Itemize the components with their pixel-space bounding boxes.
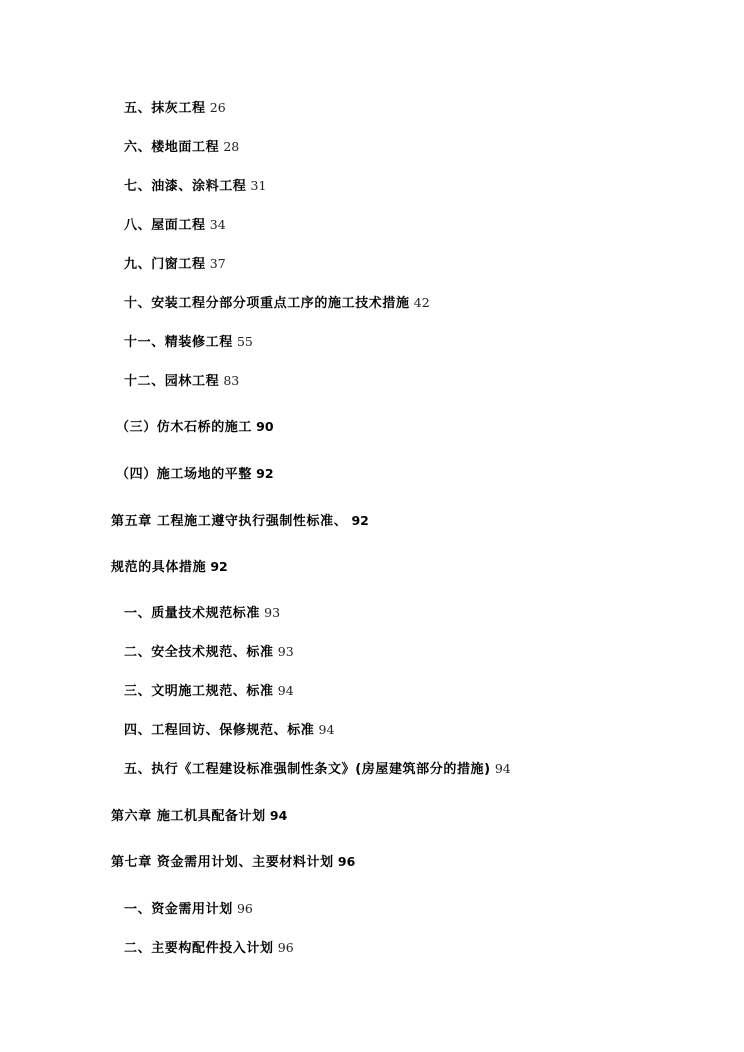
- toc-entry-title: 第六章 施工机具配备计划: [111, 809, 266, 824]
- toc-entry: [124, 334, 253, 351]
- toc-entry-title: 第七章 资金需用计划、主要材料计划: [111, 855, 334, 870]
- toc-entry-page: 31: [250, 178, 267, 193]
- toc-entry-page: 90: [256, 419, 274, 434]
- toc-entry-title: （三）仿木石桥的施工: [116, 420, 253, 435]
- toc-entry: [124, 605, 280, 622]
- toc-entry-title: 七、油漆、涂料工程: [124, 179, 247, 194]
- toc-entry: [111, 559, 228, 576]
- toc-entry-title: 九、门窗工程: [124, 257, 206, 272]
- toc-entry: [124, 722, 334, 739]
- toc-entry-page: 92: [351, 513, 369, 528]
- toc-entry-title: 八、屋面工程: [124, 218, 206, 233]
- toc-entry: [116, 419, 274, 436]
- toc-entry-title: 四、工程回访、保修规范、标准: [124, 723, 315, 738]
- toc-entry-page: 93: [264, 605, 281, 620]
- toc-entry-title: 五、执行《工程建设标准强制性条文》(房屋建筑部分的措施): [124, 762, 491, 777]
- toc-entry-page: 94: [269, 808, 288, 823]
- toc-entry: [111, 808, 287, 825]
- toc-entry: [124, 901, 253, 918]
- toc-entry: [124, 940, 294, 957]
- toc-entry: [124, 100, 226, 117]
- toc-entry-page: 96: [236, 901, 253, 916]
- toc-entry-title: 十二、园林工程: [124, 374, 220, 389]
- toc-entry-title: 三、文明施工规范、标准: [124, 684, 274, 699]
- toc-entry-page: 83: [223, 373, 240, 388]
- toc-entry-page: 42: [413, 295, 430, 310]
- toc-entry-page: 26: [209, 100, 226, 115]
- toc-entry: [124, 256, 226, 273]
- toc-entry-page: 55: [236, 334, 253, 349]
- toc-entry-title: 十一、精装修工程: [124, 335, 233, 350]
- toc-entry: [124, 217, 226, 234]
- toc-entry-page: 28: [223, 139, 240, 154]
- toc-entry: [124, 178, 266, 195]
- toc-entry: [124, 761, 511, 778]
- toc-entry: [124, 139, 239, 156]
- toc-entry-title: 二、安全技术规范、标准: [124, 645, 274, 660]
- toc-entry-title: 一、资金需用计划: [124, 902, 233, 917]
- toc-entry: [111, 513, 369, 530]
- toc-entry-page: 94: [494, 761, 511, 776]
- toc-entry-title: 第五章 工程施工遵守执行强制性标准、: [111, 514, 348, 529]
- toc-entry-page: 94: [318, 722, 335, 737]
- toc-entry-title: 一、质量技术规范标准: [124, 606, 261, 621]
- toc-entry: [124, 373, 239, 390]
- toc-entry: [124, 644, 294, 661]
- toc-entry-title: 六、楼地面工程: [124, 140, 220, 155]
- toc-entry: [124, 683, 294, 700]
- toc-entry-page: 94: [277, 683, 294, 698]
- toc-entry-title: （四）施工场地的平整: [116, 467, 253, 482]
- toc-entry-page: 34: [209, 217, 226, 232]
- toc-entry-title: 五、抹灰工程: [124, 101, 206, 116]
- toc-entry-page: 37: [209, 256, 226, 271]
- toc-entry-title: 规范的具体措施: [111, 560, 207, 575]
- toc-entry-page: 93: [277, 644, 294, 659]
- toc-entry-title: 十、安装工程分部分项重点工序的施工技术措施: [124, 296, 410, 311]
- toc-entry: [124, 295, 430, 312]
- toc-entry-page: 92: [256, 466, 274, 481]
- toc-entry-page: 96: [337, 854, 356, 869]
- toc-entry-page: 92: [210, 559, 228, 574]
- toc-entry: [111, 854, 355, 871]
- toc-entry: [116, 466, 274, 483]
- toc-entry-title: 二、主要构配件投入计划: [124, 941, 274, 956]
- toc-entry-page: 96: [277, 940, 294, 955]
